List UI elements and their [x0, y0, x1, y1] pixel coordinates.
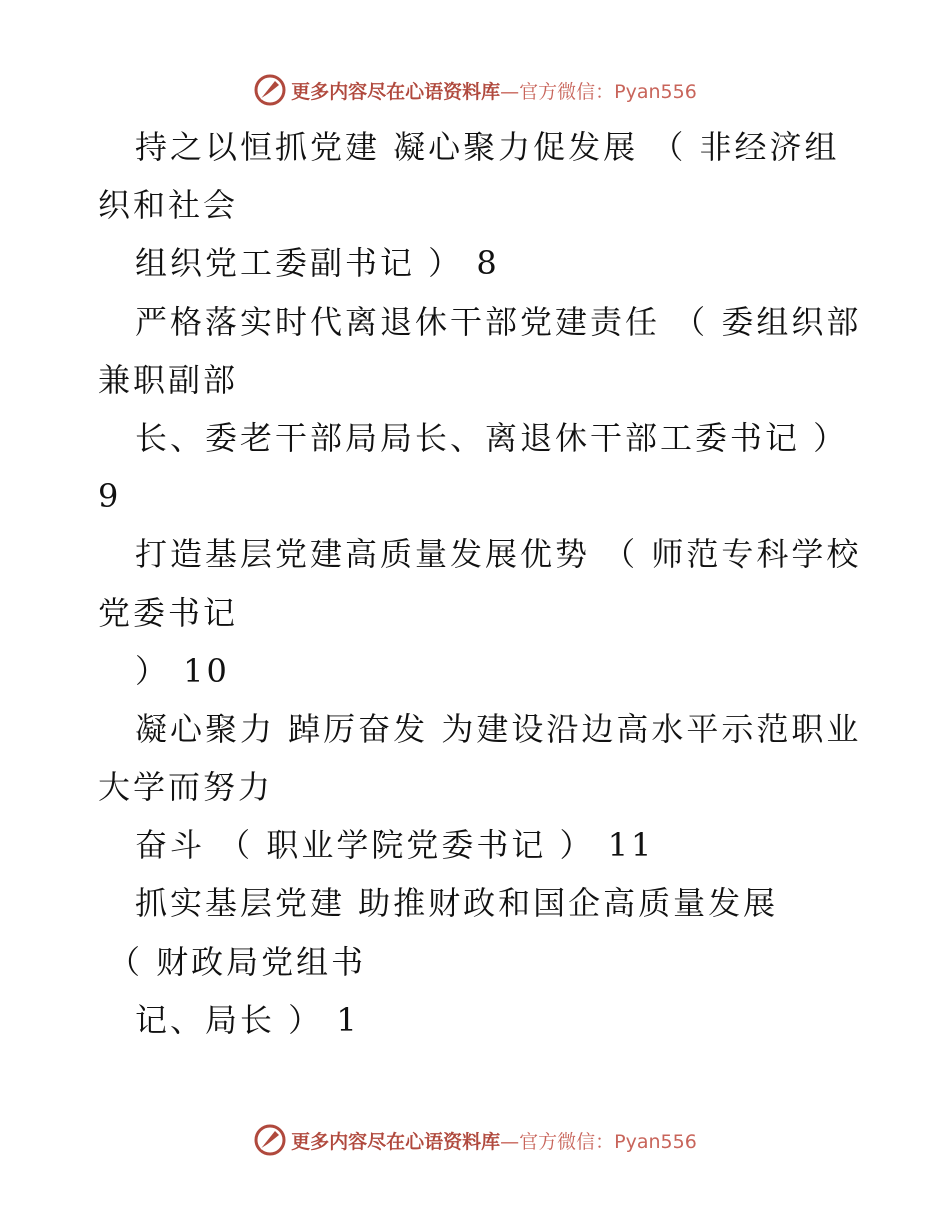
toc-line: 打造基层党建高质量发展优势 （ 师范专科学校: [135, 535, 862, 574]
header-banner: [0, 70, 950, 110]
quill-pen-icon: [253, 73, 287, 107]
toc-line: ） 10: [135, 651, 230, 690]
toc-line: 凝心聚力 踔厉奋发 为建设沿边高水平示范职业: [135, 709, 862, 748]
toc-line: 严格落实时代离退休干部党建责任 （ 委组织部: [135, 302, 862, 341]
toc-line: 大学而努力: [98, 768, 274, 807]
toc-line: （ 财政局党组书: [108, 942, 367, 981]
toc-line: 党委书记: [98, 593, 239, 632]
toc-line: 组织党工委副书记 ） 8: [135, 244, 500, 283]
toc-line: 9: [98, 477, 122, 516]
footer-banner: [0, 1120, 950, 1160]
header-wechat-text: —官方微信：Pyan556: [500, 80, 697, 103]
toc-line: 兼职副部: [98, 360, 239, 399]
toc-content: [98, 118, 898, 1049]
footer-promo-text: 更多内容尽在心语资料库: [291, 1130, 501, 1153]
toc-line: 织和社会: [98, 186, 239, 225]
toc-line: 长、委老干部局局长、离退休干部工委书记 ）: [135, 418, 849, 457]
header-promo-text: 更多内容尽在心语资料库: [291, 80, 501, 103]
toc-line: 抓实基层党建 助推财政和国企高质量发展: [135, 884, 779, 923]
footer-wechat-text: —官方微信：Pyan556: [500, 1130, 697, 1153]
quill-pen-icon: [253, 1123, 287, 1157]
toc-line: 记、局长 ） 1: [135, 1000, 360, 1039]
toc-line: 奋斗 （ 职业学院党委书记 ） 11: [135, 826, 655, 865]
toc-line: 持之以恒抓党建 凝心聚力促发展 （ 非经济组: [135, 128, 840, 166]
